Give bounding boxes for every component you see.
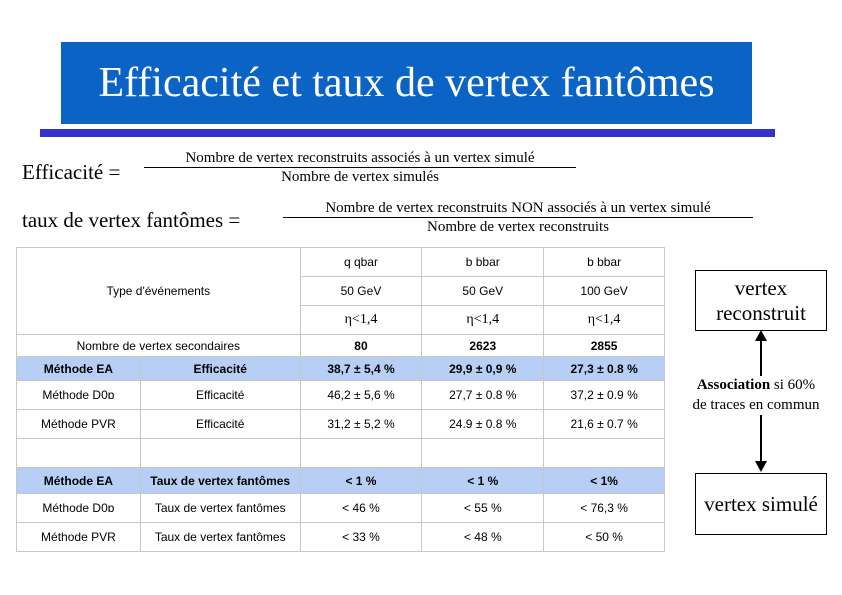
table-spacer-row [17, 439, 665, 468]
simulated-vertex-box [695, 473, 827, 535]
value-cell: 31,2 ± 5,2 % [300, 410, 422, 439]
method-cell: Méthode D0ɒ [17, 381, 141, 410]
quantity-cell: Taux de vertex fantômes [140, 523, 300, 552]
table-row [17, 335, 665, 357]
process-cell: b bbar [422, 248, 544, 277]
secondary-vertex-count: 2623 [422, 335, 544, 357]
method-cell: Méthode D0ɒ [17, 494, 141, 523]
method-cell: Méthode PVR [17, 523, 141, 552]
table-row [17, 523, 665, 552]
value-cell: < 48 % [422, 523, 544, 552]
process-cell: b bbar [544, 248, 665, 277]
association-keyword: Association [696, 377, 771, 393]
eta-cut-cell: η<1,4 [422, 306, 544, 335]
reconstructed-vertex-label: vertex reconstruit [716, 276, 806, 325]
results-table [16, 247, 665, 552]
spacer-cell [544, 439, 665, 468]
secondary-vertex-count: 80 [300, 335, 422, 357]
association-detail: de traces en commun [692, 396, 820, 413]
fake-rate-denominator: Nombre de vertex reconstruits [426, 219, 610, 235]
process-cell: q qbar [300, 248, 422, 277]
table-row [17, 494, 665, 523]
value-cell: < 50 % [544, 523, 665, 552]
value-cell: 38,7 ± 5,4 % [300, 357, 422, 381]
efficiency-fraction [144, 151, 576, 185]
value-cell: 21,6 ± 0.7 % [544, 410, 665, 439]
table-row [17, 468, 665, 494]
energy-cell: 100 GeV [544, 277, 665, 306]
efficiency-formula-lhs: Efficacité = [22, 160, 121, 184]
table-row [17, 248, 665, 277]
quantity-cell: Taux de vertex fantômes [140, 468, 300, 494]
spacer-cell [422, 439, 544, 468]
secondary-vertex-count: 2855 [544, 335, 665, 357]
event-type-label: Type d'événements [17, 248, 301, 335]
arrow-down-icon [755, 461, 767, 472]
spacer-cell [140, 439, 300, 468]
spacer-cell [17, 439, 141, 468]
value-cell: < 33 % [300, 523, 422, 552]
value-cell: < 1 % [300, 468, 422, 494]
table-row [17, 410, 665, 439]
association-threshold: si 60% [770, 377, 816, 393]
value-cell: 37,2 ± 0.9 % [544, 381, 665, 410]
value-cell: 27,7 ± 0.8 % [422, 381, 544, 410]
method-cell: Méthode EA [17, 357, 141, 381]
table-row [17, 381, 665, 410]
secondary-vertex-label: Nombre de vertex secondaires [17, 335, 301, 357]
title-banner [61, 42, 752, 124]
value-cell: 46,2 ± 5,6 % [300, 381, 422, 410]
page-title: Efficacité et taux de vertex fantômes [98, 60, 715, 106]
efficiency-numerator: Nombre de vertex reconstruits associés à un vertex simulé [144, 151, 576, 168]
efficiency-denominator: Nombre de vertex simulés [281, 169, 439, 185]
fake-rate-numerator: Nombre de vertex reconstruits NON associés à un vertex simulé [283, 201, 753, 218]
fake-rate-fraction [283, 201, 753, 235]
title-underline [40, 129, 775, 137]
association-note [676, 376, 836, 415]
energy-cell: 50 GeV [422, 277, 544, 306]
energy-cell: 50 GeV [300, 277, 422, 306]
method-cell: Méthode EA [17, 468, 141, 494]
value-cell: 29,9 ± 0,9 % [422, 357, 544, 381]
spacer-cell [300, 439, 422, 468]
value-cell: < 1% [544, 468, 665, 494]
value-cell: < 1 % [422, 468, 544, 494]
arrow-up-icon [755, 330, 767, 341]
quantity-cell: Efficacité [140, 381, 300, 410]
method-cell: Méthode PVR [17, 410, 141, 439]
simulated-vertex-label: vertex simulé [704, 491, 818, 516]
fake-rate-formula-lhs: taux de vertex fantômes = [22, 208, 241, 232]
eta-cut-cell: η<1,4 [544, 306, 665, 335]
value-cell: < 46 % [300, 494, 422, 523]
value-cell: < 76,3 % [544, 494, 665, 523]
value-cell: 24.9 ± 0.8 % [422, 410, 544, 439]
quantity-cell: Taux de vertex fantômes [140, 494, 300, 523]
value-cell: < 55 % [422, 494, 544, 523]
quantity-cell: Efficacité [140, 357, 300, 381]
eta-cut-cell: η<1,4 [300, 306, 422, 335]
reconstructed-vertex-box [695, 270, 827, 331]
table-row [17, 357, 665, 381]
quantity-cell: Efficacité [140, 410, 300, 439]
value-cell: 27,3 ± 0.8 % [544, 357, 665, 381]
